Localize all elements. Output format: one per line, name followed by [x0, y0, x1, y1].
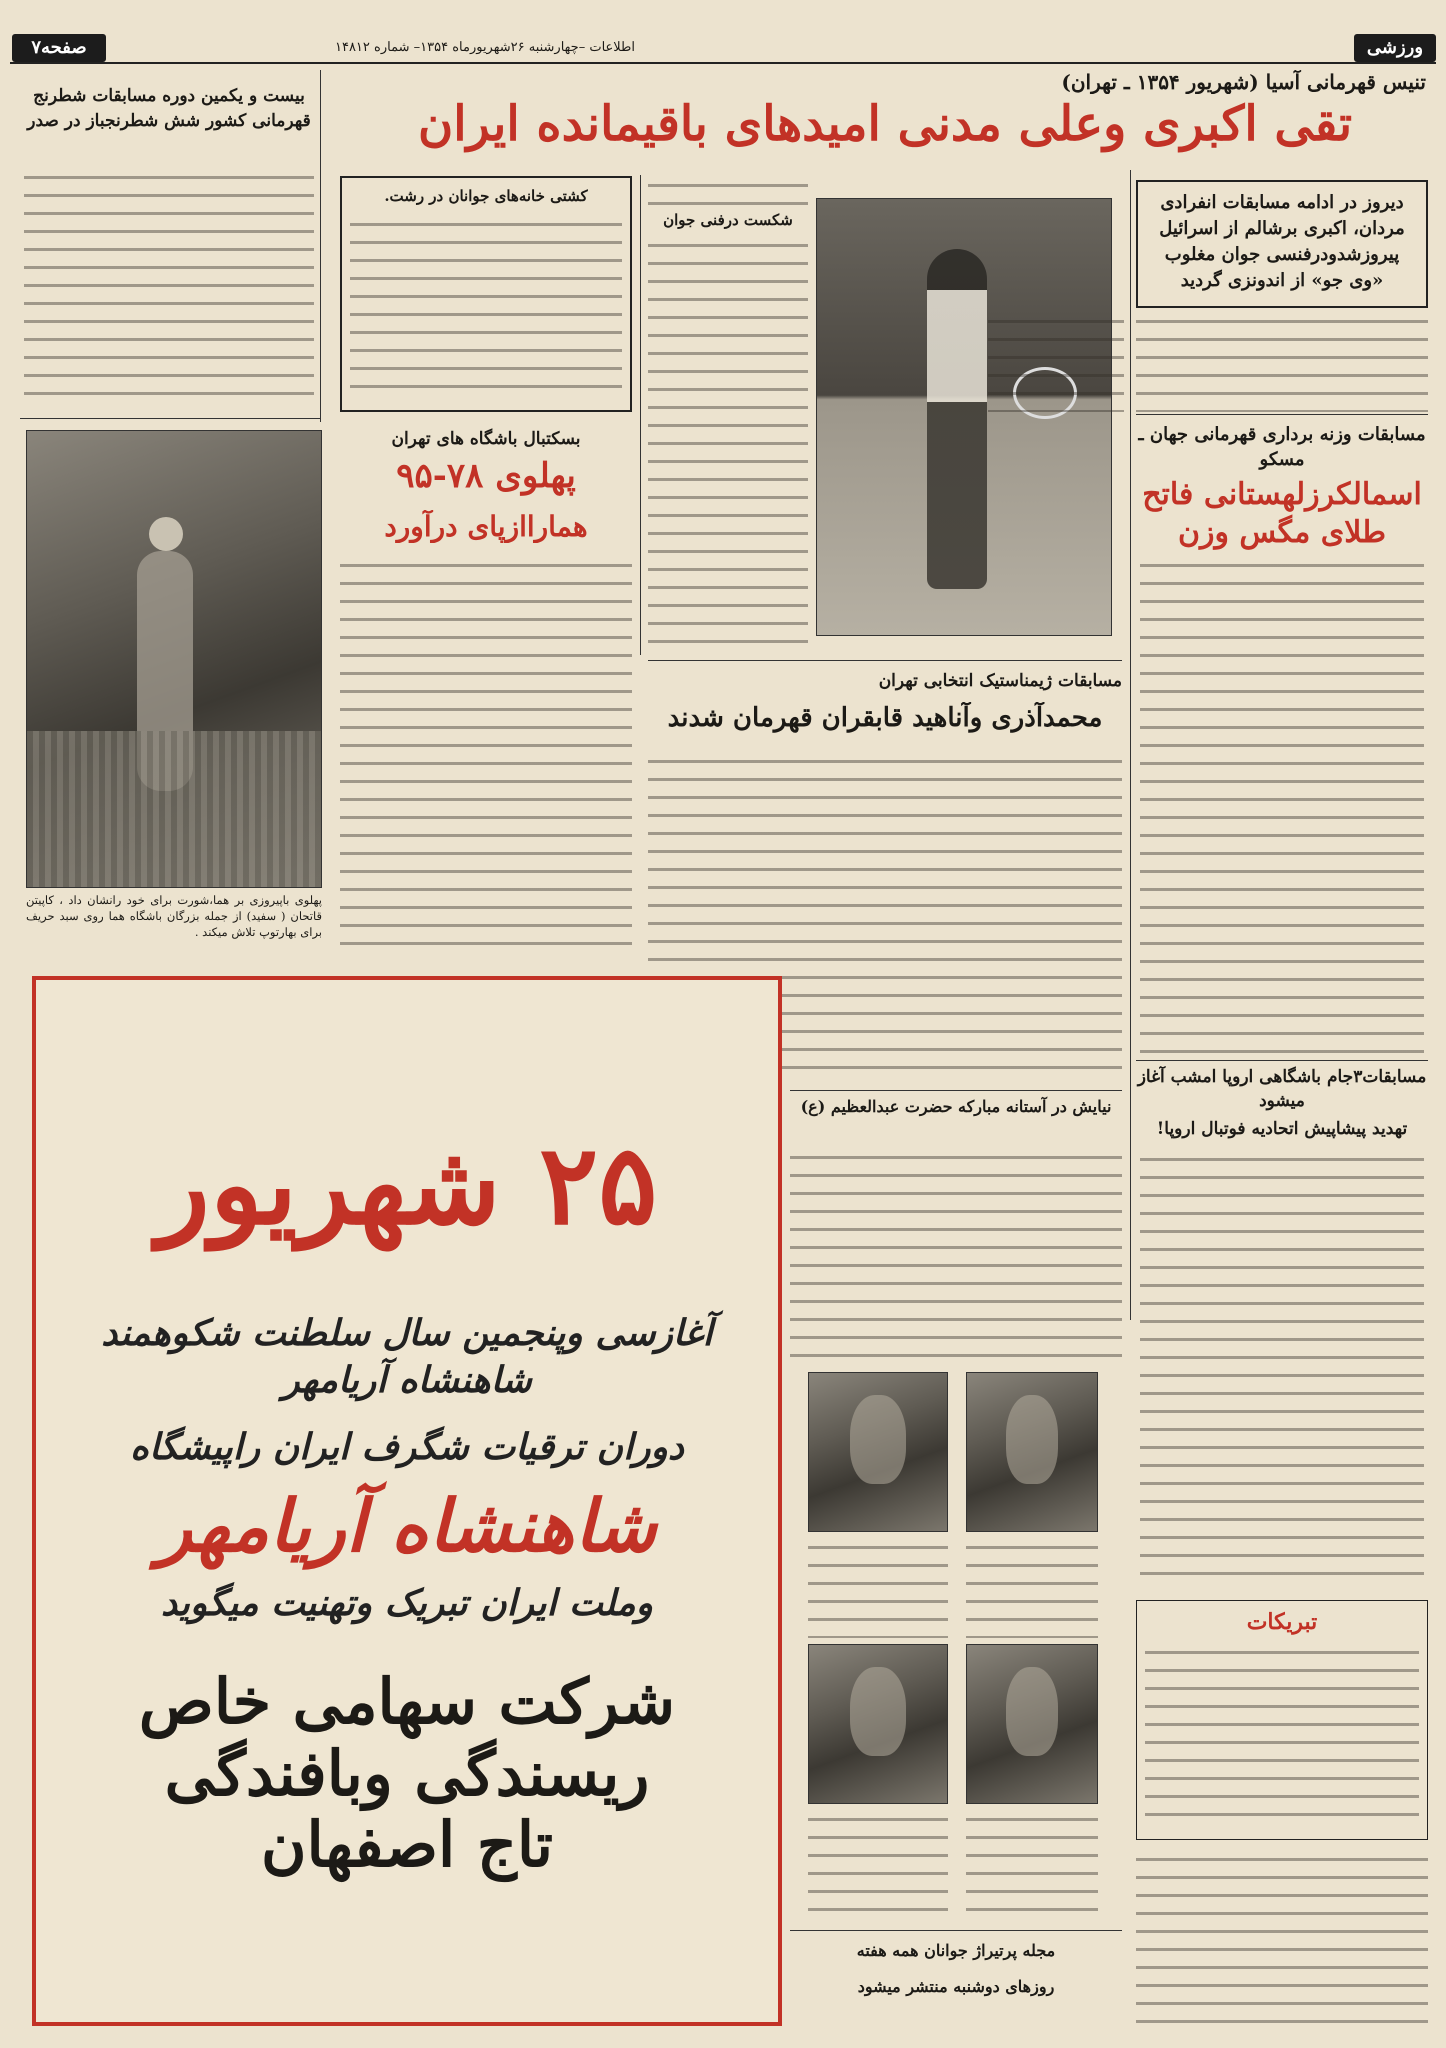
lead-headline: تقی اکبری وعلی مدنی امیدهای باقیمانده ایران — [417, 98, 1353, 152]
basketball-kicker: بسکتبال باشگاه های تهران — [391, 429, 581, 449]
notice-text — [1136, 1850, 1428, 2030]
portrait-caption — [808, 1538, 948, 1638]
portrait-caption — [808, 1810, 948, 1924]
prayer-body-text — [790, 1148, 1122, 1358]
section-rule — [20, 418, 320, 419]
portrait-caption — [966, 1810, 1098, 1924]
tennis-photo — [816, 198, 1112, 636]
congrats-headline: تبریکات — [1246, 1609, 1318, 1635]
weightlifting-kicker: مسابقات وزنه برداری قهرمانی جهان ـ مسکو — [1138, 424, 1426, 471]
ad-date: ۲۵ شهریور — [156, 1120, 658, 1249]
wrestling-box — [340, 176, 632, 412]
ad-line-1: آغازسی وپنجمین سال سلطنت شکوهمند شاهنشاه آریامهر — [101, 1312, 713, 1401]
issue-info: اطلاعات –چهارشنبه ۲۶شهریورماه ۱۳۵۴– شماره ۱۴۸۱۲ — [334, 40, 636, 55]
section-label: ورزشی — [1354, 34, 1436, 62]
crowd — [27, 731, 321, 888]
portrait-photo — [966, 1372, 1098, 1532]
ad-company-1: شرکت سهامی خاص — [138, 1665, 676, 1739]
congrats-body-text — [1145, 1643, 1419, 1831]
section-rule — [1136, 414, 1428, 415]
lead-body-text — [1136, 312, 1428, 412]
portrait-photo — [808, 1644, 948, 1804]
section-rule — [1136, 1060, 1428, 1061]
section-rule — [790, 1930, 1122, 1931]
weightlifting-headline: اسمالکرزلهستانی فاتح طلای مگس وزن — [1142, 477, 1422, 550]
basketball-headline: هماراازپای درآورد — [384, 510, 588, 543]
player-figure — [927, 249, 987, 589]
column-rule — [1130, 170, 1131, 1320]
portrait-photo — [808, 1372, 948, 1532]
ad-company-2: ریسندگی وبافندگی — [164, 1736, 650, 1810]
column-rule — [320, 70, 321, 422]
europe-subhead: تهدید پیشاپیش اتحادیه فوتبال اروپا! — [1156, 1119, 1408, 1139]
basketball-body-text — [340, 556, 632, 960]
europe-headline: مسابقات۳جام باشگاهی اروپا امشب آغاز میشود — [1137, 1067, 1427, 1111]
basketball-caption: پهلوی باپیروزی بر هما،شورت برای خود رانشان داد ، کاپیتن قاتحان ( سفید) از جمله بزرگان باشگاه هما روی سبد حریف برای بهارتوپ تلاش میکند . — [26, 893, 322, 939]
section-rule — [648, 660, 1122, 661]
page-number: صفحه۷ — [12, 34, 106, 62]
wrestling-headline: کشتی خانه‌های جوانان در رشت. — [384, 187, 588, 205]
europe-body-text — [1140, 1150, 1424, 1590]
anniversary-ad — [32, 976, 782, 2026]
ad-royal-title: شاهنشاه آریامهر — [157, 1483, 657, 1569]
prayer-headline: نیایش در آستانه مبارکه حضرت عبدالعظیم (ع) — [800, 1097, 1112, 1116]
tennis-subhead: شکست درفنی جوان — [663, 211, 793, 229]
tennis-body-text — [648, 176, 808, 206]
magazine-line1: مجله پرتیراژ جوانان همه هفته — [856, 1941, 1056, 1960]
magazine-line2: روزهای دوشنبه منتشر میشود — [857, 1977, 1055, 1996]
face — [850, 1395, 905, 1483]
lead-body-text — [988, 312, 1124, 412]
tennis-body-text — [648, 236, 808, 650]
gymnastics-headline: محمدآذری وآناهید قابقران قهرمان شدند — [667, 703, 1103, 733]
congrats-box — [1136, 1600, 1428, 1840]
basketball-icon — [149, 517, 183, 551]
face — [1006, 1395, 1058, 1483]
basketball-score: پهلوی ۷۸-۹۵ — [396, 456, 576, 496]
basketball-photo — [26, 430, 322, 888]
lead-kicker: تنیس قهرمانی آسیا (شهریور ۱۳۵۴ ـ تهران) — [1061, 70, 1426, 94]
weightlifting-body-text — [1140, 556, 1424, 1056]
face — [850, 1667, 905, 1755]
chess-body-text — [24, 168, 314, 408]
lead-intro-box: دیروز در ادامه مسابقات انفرادی مردان، اکبری برشالم از اسرائیل پیروزشدودرفنسی جوان مغلوب «وی جو» از اندونزی گردید — [1136, 180, 1428, 308]
section-rule — [790, 1090, 1122, 1091]
ad-line-3: وملت ایران تبریک وتهنیت میگوید — [161, 1581, 653, 1624]
column-rule — [640, 175, 641, 655]
portrait-caption — [966, 1538, 1098, 1638]
gymnastics-kicker: مسابقات ژیمناستیک انتخابی تهران — [878, 671, 1122, 691]
face — [1006, 1667, 1058, 1755]
ad-company-3: تاج اصفهان — [261, 1807, 553, 1881]
ad-line-2: دوران ترقیات شگرف ایران راپیشگاه — [130, 1425, 684, 1468]
portrait-photo — [966, 1644, 1098, 1804]
wrestling-body-text — [350, 215, 622, 395]
chess-headline: بیست و یکمین دوره مسابقات شطرنج قهرمانی کشور شش شطرنجباز در صدر — [27, 86, 311, 131]
